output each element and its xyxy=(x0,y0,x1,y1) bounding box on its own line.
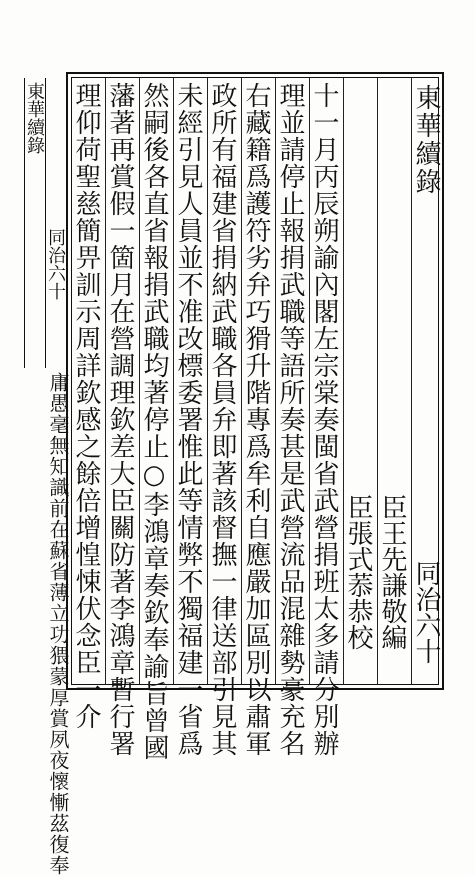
fold-margin xyxy=(24,78,66,368)
text-column-4: 政所有福建省捐納武職各員弁即著該督撫一律送部引見其 xyxy=(207,82,237,757)
text-column-8: 理仰荷聖慈簡畀訓示周詳欽感之餘倍增惶悚伏念臣一介 xyxy=(71,82,101,730)
text-column-1: 十一月丙辰朔諭內閣左宗棠奏閩省武營捐班太多請分別辦 xyxy=(309,82,339,757)
reign-label: 同治六十 xyxy=(411,560,441,664)
editor-line-2: 臣張式菾恭校 xyxy=(343,494,373,650)
text-column-2: 理並請停止報捐武職等語所奏甚是武營流品混雜勢豪充名 xyxy=(275,82,305,757)
text-column-5: 未經引見人員並不准改標委署惟此等情弊不獨福建一省爲 xyxy=(173,82,203,757)
book-title: 東華續錄 xyxy=(411,84,441,196)
editor-line-1: 臣王先謙敬編 xyxy=(377,494,407,650)
text-column-3: 右藏籍爲護符劣弁巧猾升階專爲牟利自應嚴加區別以肅軍 xyxy=(241,82,271,757)
fold-reign: 同治六十 xyxy=(45,228,66,300)
text-column-9: 庸愚毫無知識前在蘇省薄立功猥蒙厚賞夙夜懷慚茲復奉 xyxy=(46,372,70,876)
fold-title: 東華續錄 xyxy=(24,82,45,154)
fold-line-middle xyxy=(45,78,46,368)
text-column-6: 然嗣後各直省報捐武職均著停止○李鴻章奏欽奉諭旨曾國 xyxy=(139,82,169,761)
text-column-7: 藩著再賞假一箇月在營調理欽差大臣關防著李鴻章暫行署 xyxy=(105,82,135,757)
